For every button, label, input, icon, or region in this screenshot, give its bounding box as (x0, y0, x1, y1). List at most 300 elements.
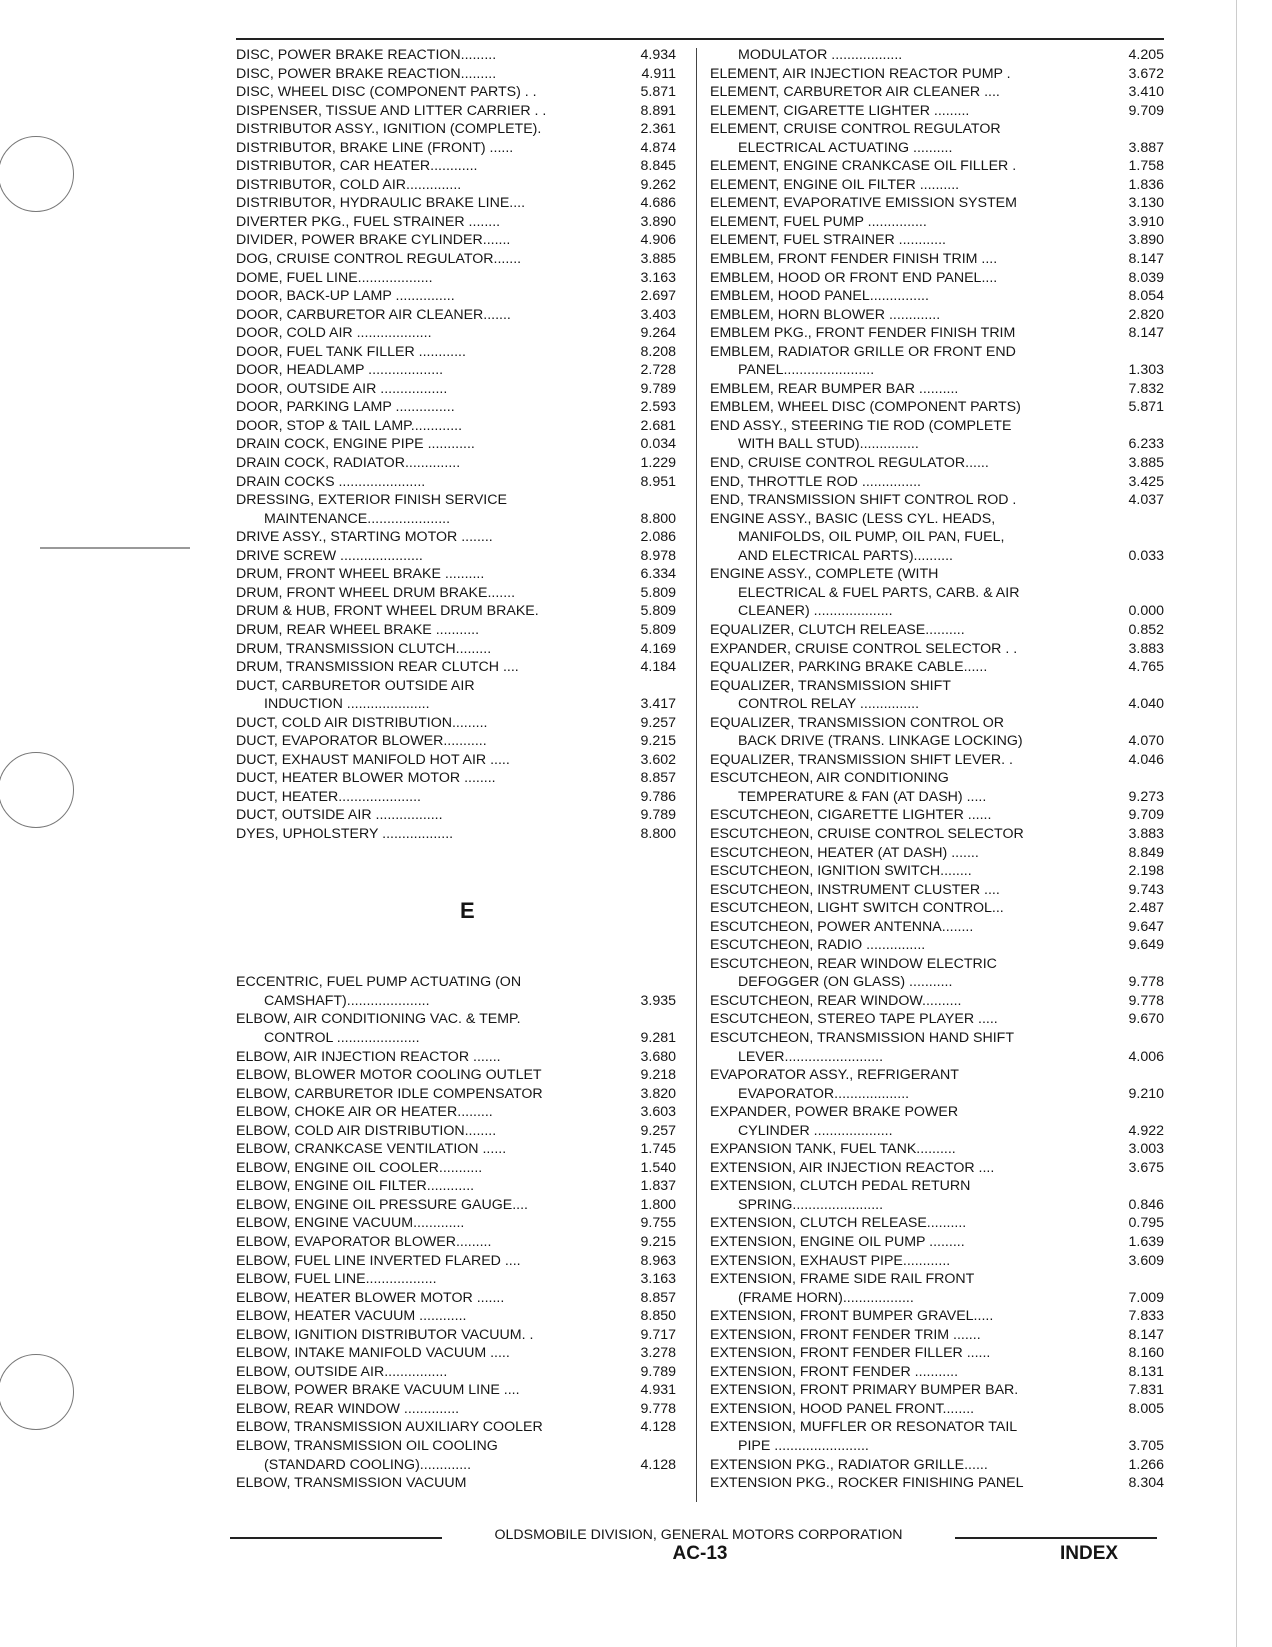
entry-text: TEMPERATURE & FAN (AT DASH) ..... (738, 788, 987, 805)
index-entry (710, 640, 1164, 659)
entry-page-ref: 1.303 (1128, 362, 1164, 379)
index-entry (236, 973, 676, 992)
index-entry (710, 621, 1164, 640)
index-entry (710, 1048, 1164, 1067)
entry-text: ESCUTCHEON, HEATER (AT DASH) ....... (710, 844, 979, 861)
index-entry (236, 751, 676, 770)
entry-text: EQUALIZER, CLUTCH RELEASE.......... (710, 621, 965, 638)
index-entry (236, 1066, 676, 1085)
index-entry (710, 287, 1164, 306)
index-entry (236, 1363, 676, 1382)
entry-text: ESCUTCHEON, AIR CONDITIONING (710, 770, 949, 787)
index-entry (236, 565, 676, 584)
index-entry (710, 1326, 1164, 1345)
entry-text: ESCUTCHEON, REAR WINDOW.......... (710, 992, 962, 1009)
entry-text: EQUALIZER, TRANSMISSION SHIFT (710, 677, 951, 694)
entry-text: DOOR, COLD AIR ................... (236, 325, 432, 342)
entry-page-ref: 3.403 (640, 306, 676, 323)
entry-text: ELEMENT, FUEL STRAINER ............ (710, 232, 946, 249)
entry-text: DOG, CRUISE CONTROL REGULATOR....... (236, 251, 522, 268)
entry-page-ref: 1.800 (640, 1196, 676, 1213)
entry-text: ELBOW, ENGINE OIL PRESSURE GAUGE.... (236, 1196, 528, 1213)
index-entry (710, 1400, 1164, 1419)
index-entry (710, 343, 1164, 362)
entry-page-ref: 2.198 (1128, 863, 1164, 880)
entry-page-ref: 9.778 (640, 1400, 676, 1417)
entry-page-ref: 8.951 (640, 473, 676, 490)
entry-text: ESCUTCHEON, STEREO TAPE PLAYER ..... (710, 1011, 998, 1028)
index-entry (236, 547, 676, 566)
entry-text: DISPENSER, TISSUE AND LITTER CARRIER . . (236, 102, 547, 119)
entry-page-ref: 9.778 (1128, 992, 1164, 1009)
entry-page-ref: 9.755 (640, 1215, 676, 1232)
index-entry (710, 454, 1164, 473)
entry-text: ECCENTRIC, FUEL PUMP ACTUATING (ON (236, 974, 522, 991)
entry-page-ref: 7.833 (1128, 1308, 1164, 1325)
index-entry (236, 528, 676, 547)
entry-page-ref: 9.264 (640, 325, 676, 342)
entry-page-ref: 1.229 (640, 455, 676, 472)
entry-page-ref: 1.266 (1128, 1456, 1164, 1473)
entry-text: EMBLEM, RADIATOR GRILLE OR FRONT END (710, 343, 1016, 360)
index-entry (236, 417, 676, 436)
index-entry (236, 102, 676, 121)
entry-page-ref: 3.603 (640, 1104, 676, 1121)
entry-page-ref: 8.208 (640, 343, 676, 360)
entry-page-ref: 4.184 (640, 659, 676, 676)
entry-text: (FRAME HORN).................. (738, 1289, 914, 1306)
entry-page-ref: 3.705 (1128, 1438, 1164, 1455)
entry-text: ELBOW, OUTSIDE AIR................ (236, 1363, 448, 1380)
entry-page-ref: 8.054 (1128, 288, 1164, 305)
entry-page-ref: 4.128 (640, 1456, 676, 1473)
entry-page-ref: 4.874 (640, 139, 676, 156)
index-entry (710, 936, 1164, 955)
entry-page-ref: 7.831 (1128, 1382, 1164, 1399)
entry-text: DRUM, FRONT WHEEL DRUM BRAKE....... (236, 584, 516, 601)
entry-page-ref: 8.147 (1128, 325, 1164, 342)
index-entry (236, 732, 676, 751)
entry-page-ref: 8.304 (1128, 1475, 1164, 1492)
entry-text: ELBOW, INTAKE MANIFOLD VACUUM ..... (236, 1345, 510, 1362)
index-entry (710, 194, 1164, 213)
entry-text: PANEL....................... (738, 362, 875, 379)
index-entry (236, 1456, 676, 1475)
entry-page-ref: 9.262 (640, 176, 676, 193)
entry-text: ELBOW, IGNITION DISTRIBUTOR VACUUM. . (236, 1326, 534, 1343)
index-entry (710, 83, 1164, 102)
index-entry (710, 269, 1164, 288)
index-entry (236, 1381, 676, 1400)
entry-page-ref: 2.697 (640, 288, 676, 305)
entry-text: INDUCTION ..................... (264, 696, 430, 713)
entry-text: EMBLEM, FRONT FENDER FINISH TRIM .... (710, 251, 998, 268)
entry-text: EXTENSION, ENGINE OIL PUMP ......... (710, 1234, 965, 1250)
entry-text: DISTRIBUTOR, BRAKE LINE (FRONT) ...... (236, 139, 514, 156)
entry-text: ELBOW, ENGINE OIL FILTER............ (236, 1178, 475, 1195)
entry-text: DOOR, FUEL TANK FILLER ............ (236, 343, 466, 360)
entry-text: ELBOW, ENGINE OIL COOLER........... (236, 1159, 483, 1176)
index-entry (710, 102, 1164, 121)
entry-text: ELEMENT, ENGINE CRANKCASE OIL FILLER . (710, 158, 1017, 175)
entry-text: DYES, UPHOLSTERY .................. (236, 825, 454, 842)
index-entry (236, 1418, 676, 1437)
entry-page-ref: 9.273 (1128, 788, 1164, 805)
entry-text: DIVERTER PKG., FUEL STRAINER ........ (236, 213, 501, 230)
entry-text: DISC, WHEEL DISC (COMPONENT PARTS) . . (236, 84, 537, 101)
entry-text: EMBLEM, HOOD PANEL............... (710, 288, 929, 305)
index-entry (710, 732, 1164, 751)
index-entry (236, 1085, 676, 1104)
index-entry (710, 176, 1164, 195)
entry-page-ref: 3.910 (1128, 213, 1164, 230)
entry-text: DOOR, PARKING LAMP ............... (236, 399, 455, 416)
index-entry (710, 65, 1164, 84)
entry-text: ELBOW, AIR CONDITIONING VAC. & TEMP. (236, 1011, 521, 1028)
index-entry (236, 936, 676, 955)
entry-page-ref: 0.033 (1128, 547, 1164, 564)
entry-page-ref: 3.003 (1128, 1141, 1164, 1158)
index-entry (710, 1010, 1164, 1029)
index-entry (710, 1344, 1164, 1363)
entry-text: ESCUTCHEON, CIGARETTE LIGHTER ...... (710, 807, 992, 824)
index-entry (236, 677, 676, 696)
index-entry (710, 695, 1164, 714)
entry-text: EXPANSION TANK, FUEL TANK.......... (710, 1141, 956, 1158)
entry-text: MANIFOLDS, OIL PUMP, OIL PAN, FUEL, (738, 529, 1005, 546)
entry-page-ref: 4.686 (640, 195, 676, 212)
entry-page-ref: 1.836 (1128, 176, 1164, 193)
index-entry (710, 992, 1164, 1011)
entry-page-ref: 0.846 (1128, 1196, 1164, 1213)
entry-text: CONTROL RELAY ............... (738, 696, 920, 713)
index-entry (236, 1437, 676, 1456)
index-entry (710, 677, 1164, 696)
index-entry (710, 1252, 1164, 1271)
index-entry (236, 1344, 676, 1363)
entry-page-ref: 9.789 (640, 1363, 676, 1380)
entry-page-ref: 2.681 (640, 417, 676, 434)
index-entry (710, 1029, 1164, 1048)
entry-text: END, CRUISE CONTROL REGULATOR...... (710, 455, 989, 472)
index-entry (710, 1270, 1164, 1289)
index-entry (236, 881, 676, 900)
index-entry (236, 992, 676, 1011)
entry-page-ref: 1.639 (1128, 1234, 1164, 1250)
entry-text: ELEMENT, AIR INJECTION REACTOR PUMP . (710, 65, 1011, 82)
entry-page-ref: 4.128 (640, 1419, 676, 1436)
index-entry (710, 1177, 1164, 1196)
entry-page-ref: 3.935 (640, 992, 676, 1009)
entry-text: DRUM, TRANSMISSION CLUTCH......... (236, 640, 492, 657)
top-rule (236, 38, 1164, 40)
entry-text: DISTRIBUTOR, COLD AIR.............. (236, 176, 462, 193)
entry-text: ESCUTCHEON, IGNITION SWITCH........ (710, 863, 972, 880)
index-entry (710, 806, 1164, 825)
index-entry (710, 714, 1164, 733)
entry-text: DRUM, REAR WHEEL BRAKE ........... (236, 621, 480, 638)
index-entry (236, 695, 676, 714)
entry-page-ref: 3.163 (640, 269, 676, 286)
index-entry (710, 473, 1164, 492)
entry-text: EQUALIZER, TRANSMISSION CONTROL OR (710, 714, 1005, 731)
entry-text: AND ELECTRICAL PARTS).......... (738, 547, 953, 564)
index-entry (710, 1214, 1164, 1233)
entry-page-ref: 1.540 (640, 1159, 676, 1176)
entry-page-ref: 3.883 (1128, 640, 1164, 657)
footer-rule-right (955, 1537, 1157, 1539)
entry-page-ref: 8.845 (640, 158, 676, 175)
index-entry (710, 584, 1164, 603)
entry-page-ref: 2.487 (1128, 900, 1164, 917)
entry-text: ELBOW, TRANSMISSION AUXILIARY COOLER (236, 1419, 543, 1436)
entry-text: ELBOW, EVAPORATOR BLOWER......... (236, 1234, 492, 1250)
entry-page-ref: 2.728 (640, 362, 676, 379)
entry-page-ref: 7.832 (1128, 380, 1164, 397)
entry-text: EXTENSION, HOOD PANEL FRONT........ (710, 1400, 975, 1417)
index-entry (236, 1140, 676, 1159)
entry-page-ref: 9.218 (640, 1067, 676, 1084)
entry-text: PIPE ........................ (738, 1438, 869, 1455)
footer-corporation: OLDSMOBILE DIVISION, GENERAL MOTORS CORPORATION (494, 1527, 903, 1543)
index-entry (710, 973, 1164, 992)
entry-text: ELBOW, HEATER VACUUM ............ (236, 1308, 467, 1325)
entry-text: ELBOW, ENGINE VACUUM............. (236, 1215, 465, 1232)
index-entry (710, 157, 1164, 176)
index-entry (710, 547, 1164, 566)
index-entry (236, 1196, 676, 1215)
entry-page-ref: 2.086 (640, 529, 676, 546)
index-entry (236, 769, 676, 788)
index-entry (710, 1233, 1164, 1252)
entry-text: ENGINE ASSY., COMPLETE (WITH (710, 566, 939, 583)
entry-text: DRUM & HUB, FRONT WHEEL DRUM BRAKE. (236, 603, 539, 620)
entry-text: ENGINE ASSY., BASIC (LESS CYL. HEADS, (710, 510, 996, 527)
entry-text: DUCT, HEATER..................... (236, 788, 421, 805)
entry-text: DUCT, EXHAUST MANIFOLD HOT AIR ..... (236, 751, 510, 768)
index-entry (710, 918, 1164, 937)
entry-text: ELECTRICAL ACTUATING .......... (738, 139, 953, 156)
index-entry (710, 751, 1164, 770)
entry-page-ref: 0.852 (1128, 621, 1164, 638)
entry-page-ref: 4.006 (1128, 1048, 1164, 1065)
entry-page-ref: 8.857 (640, 770, 676, 787)
entry-page-ref: 0.795 (1128, 1215, 1164, 1232)
entry-page-ref: 9.649 (1128, 937, 1164, 954)
index-entry (710, 1103, 1164, 1122)
entry-text: DRESSING, EXTERIOR FINISH SERVICE (236, 492, 507, 509)
entry-text: DISC, POWER BRAKE REACTION......... (236, 47, 497, 63)
index-entry (236, 491, 676, 510)
entry-page-ref: 2.361 (640, 121, 676, 138)
index-entry (236, 844, 676, 863)
entry-page-ref: 4.765 (1128, 659, 1164, 676)
entry-text: EXPANDER, CRUISE CONTROL SELECTOR . . (710, 640, 1018, 657)
index-entry (236, 1270, 676, 1289)
entry-page-ref: 9.789 (640, 380, 676, 397)
index-entry (236, 435, 676, 454)
entry-page-ref: 3.887 (1128, 139, 1164, 156)
index-entry (710, 1456, 1164, 1475)
entry-text: DIVIDER, POWER BRAKE CYLINDER....... (236, 232, 511, 249)
footer-rule-left (230, 1537, 442, 1539)
entry-text: ELBOW, CRANKCASE VENTILATION ...... (236, 1141, 507, 1158)
index-entry (236, 1214, 676, 1233)
index-entry (710, 250, 1164, 269)
entry-text: EXTENSION, FRAME SIDE RAIL FRONT (710, 1271, 975, 1288)
entry-text: EQUALIZER, TRANSMISSION SHIFT LEVER. . (710, 751, 1013, 768)
entry-text: ESCUTCHEON, TRANSMISSION HAND SHIFT (710, 1029, 1015, 1046)
index-entry (236, 602, 676, 621)
entry-text: ELBOW, AIR INJECTION REACTOR ....... (236, 1048, 501, 1065)
entry-text: ELBOW, POWER BRAKE VACUUM LINE .... (236, 1382, 520, 1399)
index-entry (710, 435, 1164, 454)
entry-text: CAMSHAFT)..................... (264, 992, 430, 1009)
index-entry (236, 1307, 676, 1326)
index-entry (710, 491, 1164, 510)
entry-text: ELBOW, CHOKE AIR OR HEATER......... (236, 1104, 493, 1121)
index-entry (710, 1363, 1164, 1382)
binder-hole-bottom (0, 1354, 74, 1430)
index-entry (710, 881, 1164, 900)
entry-text: (STANDARD COOLING)............. (264, 1456, 472, 1473)
entry-page-ref: 3.672 (1128, 65, 1164, 82)
entry-page-ref: 3.609 (1128, 1252, 1164, 1269)
entry-text: ELECTRICAL & FUEL PARTS, CARB. & AIR (738, 584, 1020, 601)
index-entry (236, 510, 676, 529)
entry-text: DOME, FUEL LINE................... (236, 269, 433, 286)
index-entry (710, 788, 1164, 807)
index-entry (236, 250, 676, 269)
entry-page-ref: 2.593 (640, 399, 676, 416)
index-entry (710, 139, 1164, 158)
entry-text: ESCUTCHEON, RADIO ............... (710, 937, 926, 954)
index-entry (236, 584, 676, 603)
index-entry (236, 1048, 676, 1067)
entry-page-ref: 3.885 (640, 251, 676, 268)
entry-page-ref: 6.233 (1128, 436, 1164, 453)
entry-page-ref: 1.837 (640, 1178, 676, 1195)
entry-text: EXTENSION, CLUTCH PEDAL RETURN (710, 1178, 971, 1195)
index-entry (710, 1066, 1164, 1085)
entry-text: DISTRIBUTOR ASSY., IGNITION (COMPLETE). (236, 121, 542, 138)
index-entry (236, 46, 676, 65)
entry-text: LEVER......................... (738, 1048, 884, 1065)
entry-text: ESCUTCHEON, LIGHT SWITCH CONTROL... (710, 900, 1004, 917)
index-entry (236, 380, 676, 399)
entry-page-ref: 4.037 (1128, 492, 1164, 509)
entry-text: CYLINDER .................... (738, 1122, 893, 1139)
entry-page-ref: 8.891 (640, 102, 676, 119)
entry-text: EVAPORATOR ASSY., REFRIGERANT (710, 1067, 959, 1084)
entry-text: ESCUTCHEON, POWER ANTENNA........ (710, 918, 974, 935)
entry-page-ref: 9.210 (1128, 1085, 1164, 1102)
entry-text: END ASSY., STEERING TIE ROD (COMPLETE (710, 417, 1012, 434)
index-entry (236, 862, 676, 881)
entry-text: MODULATOR .................. (738, 47, 903, 63)
index-entry (710, 324, 1164, 343)
entry-page-ref: 3.675 (1128, 1159, 1164, 1176)
index-entry (236, 287, 676, 306)
entry-text: DISC, POWER BRAKE REACTION......... (236, 65, 497, 82)
entry-text: ELBOW, BLOWER MOTOR COOLING OUTLET (236, 1067, 542, 1084)
entry-text: DOOR, BACK-UP LAMP ............... (236, 288, 455, 305)
entry-page-ref: 9.257 (640, 1122, 676, 1139)
entry-page-ref: 0.000 (1128, 603, 1164, 620)
index-entry (710, 510, 1164, 529)
index-entry (236, 955, 676, 974)
index-entry (710, 1140, 1164, 1159)
entry-text: EXTENSION, FRONT BUMPER GRAVEL..... (710, 1308, 994, 1325)
entry-text: EXTENSION, AIR INJECTION REACTOR .... (710, 1159, 995, 1176)
entry-page-ref: 2.820 (1128, 306, 1164, 323)
entry-page-ref: 9.709 (1128, 807, 1164, 824)
index-label: INDEX (1060, 1543, 1119, 1564)
index-entry (236, 213, 676, 232)
entry-page-ref: 4.922 (1128, 1122, 1164, 1139)
entry-text: END, THROTTLE ROD ............... (710, 473, 921, 490)
entry-page-ref: 3.890 (640, 213, 676, 230)
index-entry (236, 1010, 676, 1029)
index-entry (236, 640, 676, 659)
entry-page-ref: 4.205 (1128, 47, 1164, 63)
index-entry (236, 343, 676, 362)
entry-page-ref: 3.410 (1128, 84, 1164, 101)
entry-text: DRIVE ASSY., STARTING MOTOR ........ (236, 529, 493, 546)
entry-text: EXTENSION PKG., ROCKER FINISHING PANEL (710, 1475, 1024, 1492)
index-entry (236, 825, 676, 844)
entry-page-ref: 7.009 (1128, 1289, 1164, 1306)
index-entry (710, 602, 1164, 621)
index-entry (710, 899, 1164, 918)
entry-text: CONTROL ..................... (264, 1029, 420, 1046)
entry-text: ELBOW, FUEL LINE INVERTED FLARED .... (236, 1252, 521, 1269)
entry-page-ref: 8.800 (640, 825, 676, 842)
entry-page-ref: 9.215 (640, 1234, 676, 1250)
entry-text: DRAIN COCK, RADIATOR.............. (236, 455, 461, 472)
entry-text: BACK DRIVE (TRANS. LINKAGE LOCKING) (738, 733, 1023, 750)
entry-page-ref: 3.278 (640, 1345, 676, 1362)
entry-page-ref: 3.885 (1128, 455, 1164, 472)
index-entry (710, 955, 1164, 974)
entry-page-ref: 9.717 (640, 1326, 676, 1343)
entry-page-ref: 4.934 (640, 47, 676, 63)
entry-page-ref: 3.425 (1128, 473, 1164, 490)
entry-page-ref: 9.778 (1128, 974, 1164, 991)
entry-page-ref: 9.670 (1128, 1011, 1164, 1028)
index-entry (710, 1085, 1164, 1104)
entry-text: MAINTENANCE..................... (264, 510, 451, 527)
entry-text: DRUM, TRANSMISSION REAR CLUTCH .... (236, 659, 519, 676)
entry-text: END, TRANSMISSION SHIFT CONTROL ROD . (710, 492, 1017, 509)
index-entry (236, 306, 676, 325)
index-entry (710, 528, 1164, 547)
index-entry (236, 1177, 676, 1196)
entry-text: ELBOW, REAR WINDOW .............. (236, 1400, 460, 1417)
fold-mark-left (40, 547, 190, 549)
entry-text: EXTENSION, FRONT FENDER TRIM ....... (710, 1326, 981, 1343)
entry-text: WITH BALL STUD)............... (738, 436, 919, 453)
entry-text: ELEMENT, CARBURETOR AIR CLEANER .... (710, 84, 1000, 101)
entry-text: EMBLEM, HOOD OR FRONT END PANEL.... (710, 269, 998, 286)
entry-text: DOOR, HEADLAMP ................... (236, 362, 444, 379)
entry-page-ref: 9.647 (1128, 918, 1164, 935)
index-column-right (710, 46, 1164, 1493)
index-entry (236, 473, 676, 492)
index-entry (236, 1400, 676, 1419)
entry-text: EQUALIZER, PARKING BRAKE CABLE...... (710, 659, 988, 676)
index-column-left (236, 46, 676, 1493)
